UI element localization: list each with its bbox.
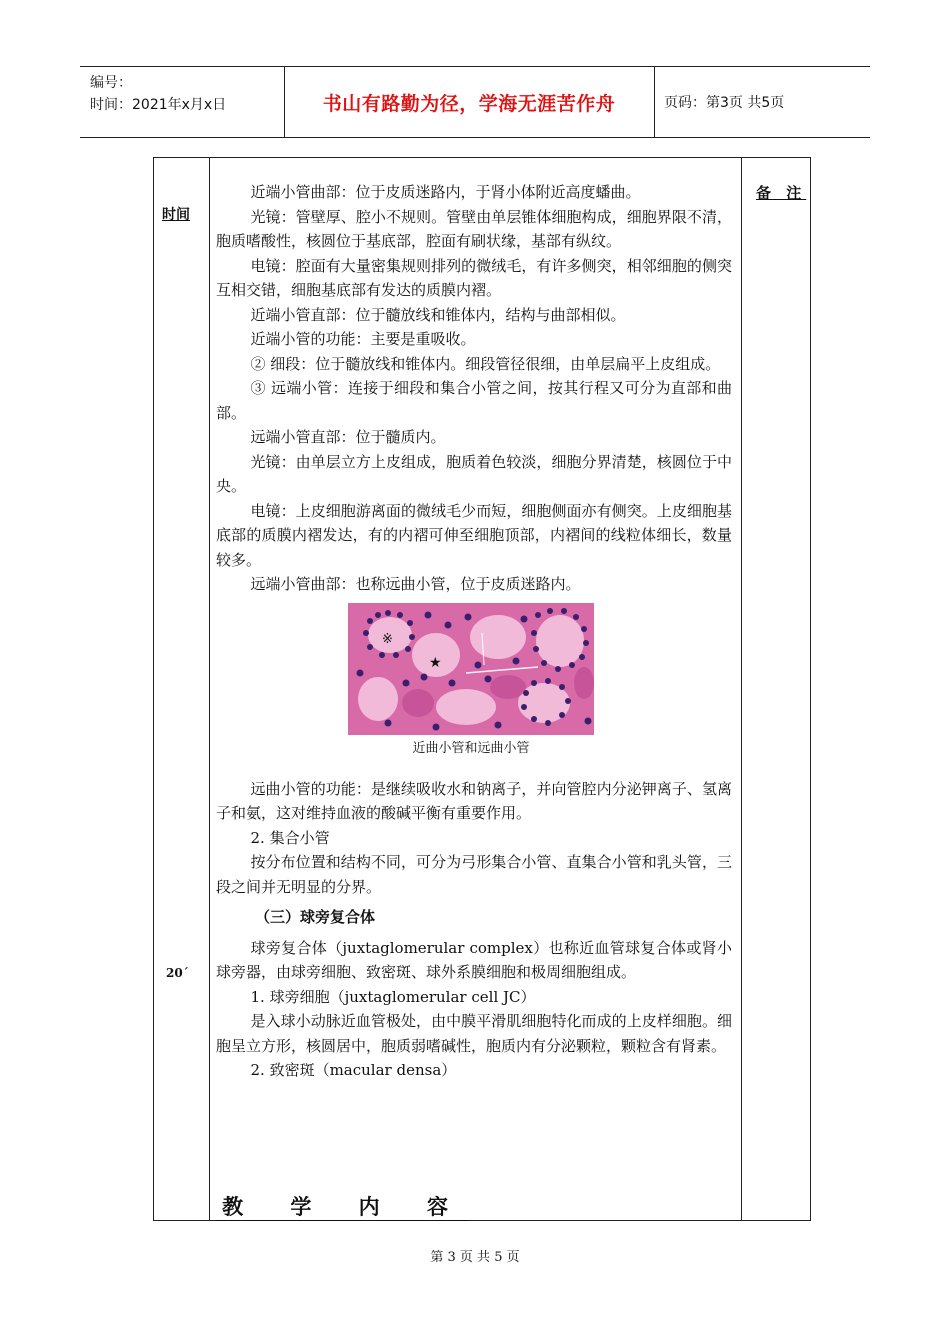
paragraph: 电镜：腔面有大量密集规则排列的微绒毛，有许多侧突，相邻细胞的侧突互相交错，细胞基底部有发达的质膜内褶。 <box>216 256 732 299</box>
remark-header: 备 注 <box>756 184 807 202</box>
lesson-content <box>216 180 732 1083</box>
time-label: 时间：2021年x月x日 <box>90 97 227 113</box>
paragraph: 按分布位置和结构不同，可分为弓形集合小管、直集合小管和乳头管，三段之间并无明显的分界。 <box>216 853 732 896</box>
figure-mark-1: ※ <box>382 631 393 647</box>
paragraph: 光镜：管壁厚、腔小不规则。管壁由单层锥体细胞构成，细胞界限不清，胞质嗜酸性，核圆位于基底部，腔面有刷状缘，基部有纵纹。 <box>216 207 732 250</box>
page-footer: 第 3 页 共 5 页 <box>430 1250 520 1265</box>
paragraph: 远端小管直部：位于髓质内。 <box>250 428 446 446</box>
motto: 书山有路勤为径，学海无涯苦作舟 <box>322 92 616 115</box>
number-label: 编号： <box>90 75 132 91</box>
section-heading: （三）球旁复合体 <box>255 908 376 926</box>
paragraph: 2. 集合小管 <box>250 828 330 847</box>
header-meta <box>90 72 226 116</box>
paragraph: ② 细段：位于髓放线和锥体内。细段管径很细，由单层扁平上皮组成。 <box>250 354 721 373</box>
tubule-micrograph <box>348 603 594 735</box>
paragraph: 是入球小动脉近血管极处，由中膜平滑肌细胞特化而成的上皮样细胞。细胞呈立方形，核圆居中，胞质弱嗜碱性，胞质内有分泌颗粒，颗粒含有肾素。 <box>216 1012 732 1055</box>
figure-caption: 近曲小管和远曲小管 <box>412 740 530 756</box>
paragraph: 近端小管直部：位于髓放线和锥体内，结构与曲部相似。 <box>250 305 626 324</box>
paragraph: 近端小管的功能：主要是重吸收。 <box>250 330 476 348</box>
page-header <box>80 66 870 138</box>
column-divider <box>741 158 742 1220</box>
paragraph: 近端小管曲部：位于皮质迷路内，于肾小体附近高度蟠曲。 <box>250 183 641 201</box>
content-title: 教 学 内 容 <box>216 1194 470 1221</box>
paragraph: 1. 球旁细胞（juxtaglomerular cell JC） <box>250 987 536 1006</box>
time-header: 时间 <box>162 207 190 223</box>
paragraph: 光镜：由单层立方上皮组成，胞质着色较淡，细胞分界清楚，核圆位于中央。 <box>216 452 732 495</box>
paragraph: 球旁复合体（juxtaglomerular complex）也称近血管球复合体或肾小球旁器，由球旁细胞、致密斑、球外系膜细胞和极周细胞组成。 <box>216 938 732 981</box>
lesson-table <box>153 157 811 1221</box>
header-divider <box>654 67 655 137</box>
paragraph: 远端小管曲部：也称远曲小管，位于皮质迷路内。 <box>250 575 581 593</box>
column-divider <box>209 158 210 1220</box>
micrograph-figure <box>348 603 594 759</box>
time-value: 20´ <box>166 966 189 980</box>
paragraph: 电镜：上皮细胞游离面的微绒毛少而短，细胞侧面亦有侧突。上皮细胞基底部的质膜内褶发达，有的内褶可伸至细胞顶部，内褶间的线粒体细长，数量较多。 <box>216 501 732 569</box>
page-info: 页码：第3页 共5页 <box>664 95 785 111</box>
paragraph: 远曲小管的功能：是继续吸收水和钠离子，并向管腔内分泌钾离子、氢离子和氨，这对维持血液的酸碱平衡有重要作用。 <box>216 779 732 822</box>
figure-mark-2: ★ <box>429 654 442 671</box>
paragraph: ③ 远端小管：连接于细段和集合小管之间，按其行程又可分为直部和曲部。 <box>216 379 732 422</box>
paragraph: 2. 致密斑（macular densa） <box>250 1061 457 1079</box>
